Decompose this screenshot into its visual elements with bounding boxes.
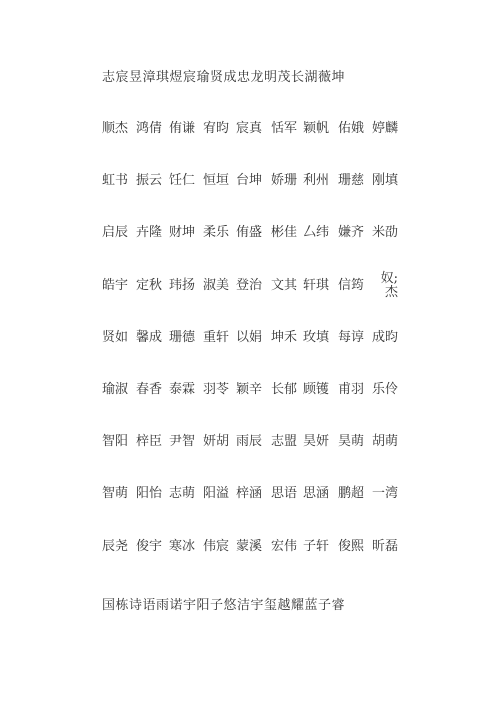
name-cell: 俊宇 <box>136 538 163 554</box>
name-cell: 尹智 <box>169 434 196 450</box>
name-cell: 以娟 <box>236 329 263 345</box>
name-cell: 振云 <box>136 173 163 189</box>
name-cell: 宥昀 <box>203 121 230 136</box>
name-cell: 鸿倩 <box>136 121 163 136</box>
name-cell: 昊妍 <box>303 434 330 450</box>
name-cell: 志萌 <box>169 486 196 502</box>
name-cell: 思语 <box>271 486 298 502</box>
name-cell: 梓涵 <box>236 486 263 502</box>
name-cell: 玫填 <box>303 329 330 345</box>
name-cell: 侑盛 <box>236 225 263 241</box>
name-row <box>102 381 402 433</box>
name-cell: 嫌齐 <box>338 225 365 241</box>
name-cell: 娇珊 <box>271 173 298 189</box>
name-cell: 俊熙 <box>338 538 365 554</box>
name-cell: 昊萌 <box>338 434 365 450</box>
name-cell: 厶纬 <box>303 225 330 241</box>
name-row <box>102 172 402 224</box>
name-row <box>102 485 402 537</box>
name-cell: 智萌 <box>102 486 129 502</box>
name-cell: 宏伟 <box>271 538 298 554</box>
name-cell: 饪仁 <box>169 173 196 189</box>
name-cell: 寒冰 <box>169 538 196 554</box>
footer-name-line: 国栋诗语雨诺宇阳子悠洁宇玺越耀蓝子睿 <box>102 598 346 613</box>
name-cell: 阳怡 <box>136 486 163 502</box>
name-cell: 恬军 <box>271 121 298 136</box>
name-cell: 佑娥 <box>338 121 365 136</box>
name-cell: 一湾 <box>372 486 399 502</box>
name-cell: 梓臣 <box>136 434 163 450</box>
name-cell: 春香 <box>136 381 163 397</box>
name-row <box>102 270 402 329</box>
name-cell: 雨辰 <box>236 434 263 450</box>
name-cell: 每谆 <box>338 329 365 345</box>
name-row <box>102 120 402 172</box>
name-cell: 辰尧 <box>102 538 129 554</box>
name-cell: 信筠 <box>338 277 365 293</box>
name-cell: 彬佳 <box>271 225 298 241</box>
name-row <box>102 433 402 485</box>
name-cell: 志盟 <box>271 434 298 450</box>
name-cell: 刚填 <box>372 173 399 189</box>
name-grid <box>102 120 402 590</box>
name-cell: 轩琪 <box>303 277 330 293</box>
name-cell: 奴;杰 <box>380 270 398 300</box>
name-cell: 妍胡 <box>203 434 230 450</box>
name-cell: 侑谦 <box>169 121 196 136</box>
name-row <box>102 224 402 276</box>
name-cell: 智阳 <box>102 434 129 450</box>
name-cell: 启辰 <box>102 225 129 241</box>
name-cell: 宸真 <box>236 121 263 136</box>
name-cell: 重轩 <box>203 329 230 345</box>
name-cell: 卉隆 <box>136 225 163 241</box>
name-cell: 登治 <box>236 277 263 293</box>
header-name-line: 志宸昱漳琪煜宸瑜贤成忠龙明茂长湖薇坤 <box>102 70 346 85</box>
name-cell: 利州 <box>303 173 330 189</box>
name-cell: 米劭 <box>372 225 399 241</box>
name-cell: 胡萌 <box>372 434 399 450</box>
name-cell: 乐伶 <box>372 381 399 397</box>
name-cell: 玮扬 <box>169 277 196 293</box>
name-cell: 珊慈 <box>338 173 365 189</box>
name-cell: 成昀 <box>372 329 399 345</box>
name-cell: 顾镬 <box>303 381 330 397</box>
name-cell: 定秋 <box>136 277 163 293</box>
name-cell: 财坤 <box>169 225 196 241</box>
name-cell: 颖帆 <box>303 121 330 136</box>
name-cell: 顺杰 <box>102 121 129 136</box>
name-cell: 昕磊 <box>372 538 399 554</box>
name-cell: 皓宇 <box>102 277 129 293</box>
name-cell: 台坤 <box>236 173 263 189</box>
name-cell: 长郁 <box>271 381 298 397</box>
name-cell: 瑜淑 <box>102 381 129 397</box>
name-cell: 馨成 <box>136 329 163 345</box>
name-row <box>102 329 402 381</box>
name-cell: 阳溢 <box>203 486 230 502</box>
name-cell: 虹书 <box>102 173 129 189</box>
name-cell: 鹏超 <box>338 486 365 502</box>
name-cell: 伟宸 <box>203 538 230 554</box>
name-cell: 子轩 <box>303 538 330 554</box>
name-cell: 恒垣 <box>203 173 230 189</box>
name-cell: 颖辛 <box>236 381 263 397</box>
name-cell: 婷麟 <box>372 121 399 136</box>
name-cell: 珊德 <box>169 329 196 345</box>
name-row <box>102 538 402 590</box>
name-cell: 文其 <box>271 277 298 293</box>
name-cell: 泰霖 <box>169 381 196 397</box>
name-cell: 思涵 <box>303 486 330 502</box>
name-cell: 坤禾 <box>271 329 298 345</box>
name-cell: 蒙溪 <box>236 538 263 554</box>
name-cell: 甫羽 <box>338 381 365 397</box>
name-cell: 柔乐 <box>203 225 230 241</box>
name-cell: 淑美 <box>203 277 230 293</box>
name-cell: 贤如 <box>102 329 129 345</box>
name-cell: 羽苓 <box>203 381 230 397</box>
